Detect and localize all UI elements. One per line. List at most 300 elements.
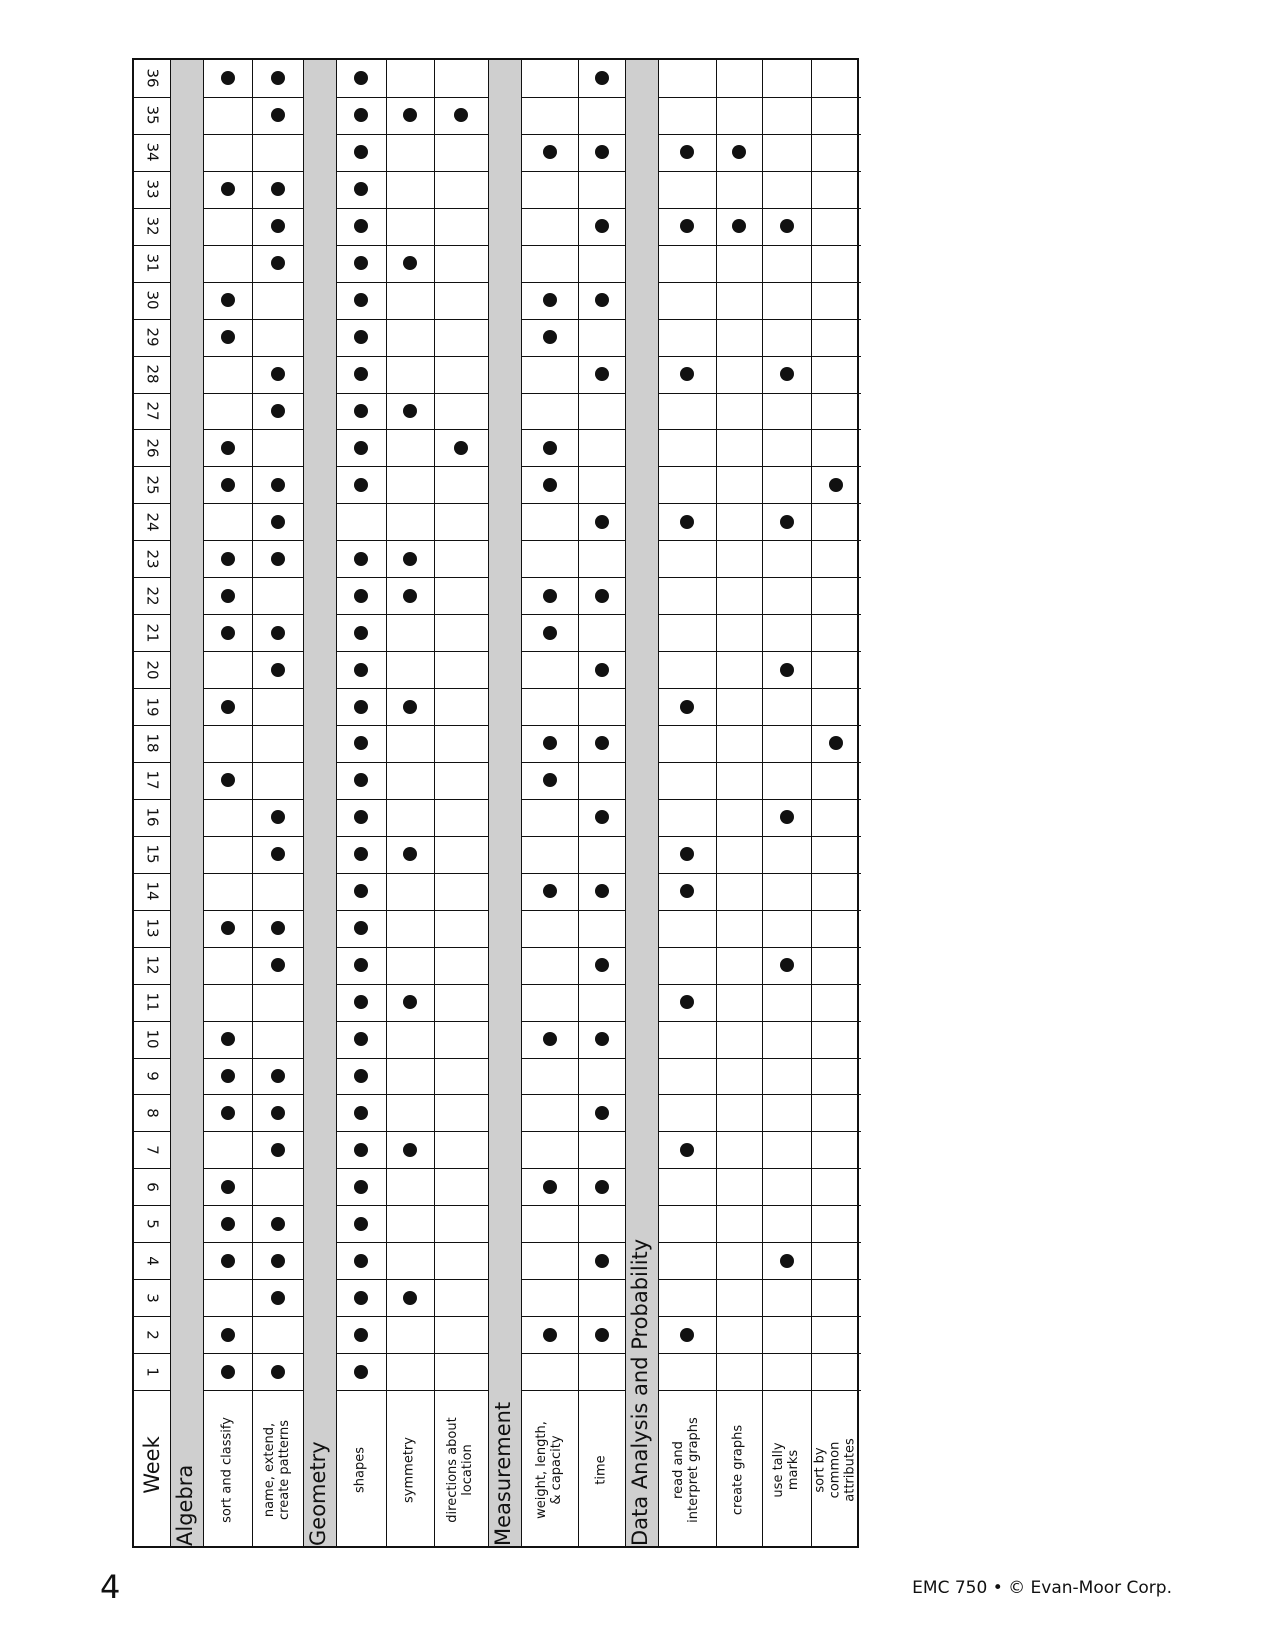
skill-label: read and interpret graphs [671, 1417, 701, 1523]
row-divider [716, 910, 763, 911]
row-divider [252, 614, 303, 615]
row-divider [658, 1131, 715, 1132]
row-divider [716, 1242, 763, 1243]
row-divider [336, 282, 386, 283]
row-divider [811, 651, 861, 652]
row-divider [578, 910, 625, 911]
week-dot [221, 1032, 235, 1046]
row-divider [762, 1279, 811, 1280]
week-dot [543, 441, 557, 455]
row-divider [716, 1205, 763, 1206]
row-divider [578, 1094, 625, 1095]
week-dot [780, 1254, 794, 1268]
row-divider [578, 1353, 625, 1354]
row-divider [252, 799, 303, 800]
row-divider [658, 873, 715, 874]
week-number: 3 [143, 1292, 162, 1303]
week-dot [354, 219, 368, 233]
week-dot [221, 478, 235, 492]
week-dot [221, 182, 235, 196]
row-divider [521, 540, 578, 541]
row-divider [134, 540, 170, 541]
week-dot [221, 921, 235, 935]
row-divider [203, 984, 252, 985]
row-divider [336, 836, 386, 837]
row-divider [386, 1390, 434, 1391]
row-divider [336, 799, 386, 800]
row-divider [134, 1205, 170, 1206]
week-number: 20 [143, 660, 162, 680]
row-divider [716, 614, 763, 615]
row-divider [811, 97, 861, 98]
week-dot [221, 1217, 235, 1231]
row-divider [434, 984, 488, 985]
row-divider [521, 245, 578, 246]
row-divider [578, 208, 625, 209]
week-dot [271, 810, 285, 824]
row-divider [203, 614, 252, 615]
week-dot [354, 478, 368, 492]
row-divider [203, 577, 252, 578]
week-number: 10 [143, 1029, 162, 1049]
row-divider [762, 836, 811, 837]
week-dot [271, 515, 285, 529]
week-dot [543, 330, 557, 344]
row-divider [578, 688, 625, 689]
week-dot [403, 108, 417, 122]
row-divider [762, 1353, 811, 1354]
row-divider [203, 1279, 252, 1280]
row-divider [811, 836, 861, 837]
row-divider [336, 1390, 386, 1391]
week-dot [680, 884, 694, 898]
row-divider [434, 466, 488, 467]
row-divider [762, 577, 811, 578]
row-divider [336, 97, 386, 98]
row-divider [134, 97, 170, 98]
week-dot [271, 958, 285, 972]
week-number: 8 [143, 1108, 162, 1118]
column-divider [203, 60, 204, 1546]
row-divider [811, 1205, 861, 1206]
row-divider [252, 540, 303, 541]
row-divider [762, 429, 811, 430]
week-dot [595, 367, 609, 381]
row-divider [386, 208, 434, 209]
row-divider [716, 429, 763, 430]
row-divider [811, 1279, 861, 1280]
row-divider [658, 393, 715, 394]
row-divider [386, 873, 434, 874]
row-divider [434, 208, 488, 209]
week-dot [271, 478, 285, 492]
week-dot [221, 1328, 235, 1342]
row-divider [336, 245, 386, 246]
row-divider [658, 245, 715, 246]
row-divider [134, 171, 170, 172]
week-dot [354, 626, 368, 640]
week-dot [221, 1254, 235, 1268]
row-divider [578, 762, 625, 763]
row-divider [811, 540, 861, 541]
week-dot [595, 219, 609, 233]
row-divider [434, 577, 488, 578]
row-divider [336, 1021, 386, 1022]
row-divider [578, 836, 625, 837]
week-number: 29 [143, 327, 162, 347]
row-divider [521, 466, 578, 467]
week-dot [221, 1180, 235, 1194]
row-divider [336, 1242, 386, 1243]
row-divider [203, 836, 252, 837]
skill-label: create graphs [730, 1424, 746, 1516]
row-divider [658, 688, 715, 689]
row-divider [521, 282, 578, 283]
row-divider [811, 688, 861, 689]
week-dot [354, 921, 368, 935]
week-dot [271, 71, 285, 85]
row-divider [386, 725, 434, 726]
row-divider [252, 1279, 303, 1280]
week-dot [221, 441, 235, 455]
week-dot [354, 958, 368, 972]
week-dot [680, 1328, 694, 1342]
row-divider [252, 356, 303, 357]
row-divider [762, 1168, 811, 1169]
row-divider [762, 540, 811, 541]
row-divider [762, 1021, 811, 1022]
week-dot [354, 589, 368, 603]
row-divider [134, 1094, 170, 1095]
week-dot [595, 1180, 609, 1194]
row-divider [578, 1168, 625, 1169]
column-divider [658, 60, 659, 1546]
row-divider [578, 651, 625, 652]
week-number: 32 [143, 216, 162, 236]
row-divider [134, 1316, 170, 1317]
week-dot [680, 1143, 694, 1157]
row-divider [521, 1316, 578, 1317]
week-number: 13 [143, 918, 162, 938]
row-divider [203, 282, 252, 283]
row-divider [134, 910, 170, 911]
footer-credit: EMC 750 • © Evan-Moor Corp. [912, 1578, 1172, 1598]
row-divider [762, 614, 811, 615]
row-divider [203, 97, 252, 98]
week-number: 4 [143, 1255, 162, 1266]
week-dot [271, 626, 285, 640]
section-label: Measurement [490, 1401, 515, 1546]
row-divider [386, 1168, 434, 1169]
row-divider [811, 1316, 861, 1317]
row-divider [578, 614, 625, 615]
row-divider [658, 134, 715, 135]
row-divider [336, 356, 386, 357]
row-divider [386, 651, 434, 652]
row-divider [336, 1316, 386, 1317]
row-divider [658, 1094, 715, 1095]
row-divider [578, 1205, 625, 1206]
week-number: 16 [143, 807, 162, 827]
row-divider [578, 393, 625, 394]
row-divider [336, 503, 386, 504]
row-divider [203, 466, 252, 467]
row-divider [578, 356, 625, 357]
week-dot [354, 810, 368, 824]
week-dot [354, 995, 368, 1009]
week-dot [543, 293, 557, 307]
row-divider [811, 319, 861, 320]
row-divider [716, 540, 763, 541]
row-divider [716, 356, 763, 357]
row-divider [386, 393, 434, 394]
week-number: 6 [143, 1182, 162, 1192]
row-divider [762, 873, 811, 874]
row-divider [811, 466, 861, 467]
skill-label: sort and classify [219, 1417, 235, 1523]
row-divider [203, 873, 252, 874]
week-dot [595, 958, 609, 972]
row-divider [434, 725, 488, 726]
week-dot [403, 552, 417, 566]
week-dot [354, 663, 368, 677]
row-divider [658, 1205, 715, 1206]
row-divider [203, 910, 252, 911]
week-number: 21 [143, 623, 162, 643]
row-divider [762, 171, 811, 172]
row-divider [336, 577, 386, 578]
row-divider [716, 1279, 763, 1280]
row-divider [762, 319, 811, 320]
row-divider [762, 762, 811, 763]
week-dot [354, 404, 368, 418]
row-divider [252, 1242, 303, 1243]
week-dot [680, 219, 694, 233]
week-dot [354, 256, 368, 270]
week-dot [543, 1180, 557, 1194]
week-dot [403, 700, 417, 714]
week-dot [595, 1254, 609, 1268]
week-dot [354, 1328, 368, 1342]
week-dot [403, 256, 417, 270]
row-divider [336, 947, 386, 948]
row-divider [386, 836, 434, 837]
row-divider [252, 1390, 303, 1391]
row-divider [203, 1316, 252, 1317]
week-dot [595, 810, 609, 824]
row-divider [716, 762, 763, 763]
row-divider [762, 651, 811, 652]
row-divider [134, 1021, 170, 1022]
row-divider [252, 319, 303, 320]
row-divider [658, 836, 715, 837]
row-divider [658, 1316, 715, 1317]
week-dot [780, 663, 794, 677]
row-divider [134, 873, 170, 874]
row-divider [434, 1205, 488, 1206]
row-divider [203, 725, 252, 726]
row-divider [134, 282, 170, 283]
week-number: 27 [143, 401, 162, 421]
row-divider [658, 725, 715, 726]
row-divider [434, 614, 488, 615]
skill-label: use tally marks [770, 1442, 801, 1498]
column-divider [252, 60, 253, 1546]
week-dot [543, 1328, 557, 1342]
row-divider [336, 319, 386, 320]
row-divider [434, 1316, 488, 1317]
row-divider [521, 1353, 578, 1354]
row-divider [658, 910, 715, 911]
page-number: 4 [100, 1568, 121, 1606]
week-dot [354, 1291, 368, 1305]
row-divider [658, 1279, 715, 1280]
row-divider [716, 319, 763, 320]
week-dot [403, 589, 417, 603]
week-dot [354, 552, 368, 566]
row-divider [811, 171, 861, 172]
row-divider [658, 614, 715, 615]
section-label: Algebra [173, 1464, 197, 1546]
row-divider [658, 97, 715, 98]
row-divider [434, 245, 488, 246]
week-dot [354, 1069, 368, 1083]
row-divider [578, 503, 625, 504]
row-divider [521, 1131, 578, 1132]
row-divider [811, 799, 861, 800]
week-number: 24 [143, 512, 162, 532]
week-dot [271, 1254, 285, 1268]
row-divider [336, 910, 386, 911]
row-divider [252, 282, 303, 283]
row-divider [134, 799, 170, 800]
week-number: 30 [143, 290, 162, 310]
row-divider [521, 393, 578, 394]
row-divider [521, 873, 578, 874]
row-divider [336, 688, 386, 689]
column-divider [336, 60, 337, 1546]
row-divider [762, 356, 811, 357]
week-dot [403, 995, 417, 1009]
row-divider [578, 1021, 625, 1022]
week-dot [780, 810, 794, 824]
row-divider [336, 429, 386, 430]
week-number: 34 [143, 142, 162, 162]
row-divider [578, 429, 625, 430]
row-divider [252, 1168, 303, 1169]
row-divider [134, 725, 170, 726]
row-divider [578, 1131, 625, 1132]
row-divider [336, 762, 386, 763]
row-divider [134, 1131, 170, 1132]
row-divider [336, 393, 386, 394]
row-divider [203, 171, 252, 172]
row-divider [658, 651, 715, 652]
week-dot [354, 293, 368, 307]
row-divider [252, 1021, 303, 1022]
row-divider [762, 984, 811, 985]
row-divider [811, 725, 861, 726]
row-divider [336, 208, 386, 209]
row-divider [203, 947, 252, 948]
row-divider [203, 429, 252, 430]
week-dot [354, 700, 368, 714]
column-divider [521, 60, 522, 1546]
row-divider [134, 1242, 170, 1243]
row-divider [134, 836, 170, 837]
row-divider [336, 1058, 386, 1059]
row-divider [134, 688, 170, 689]
row-divider [716, 1390, 763, 1391]
row-divider [134, 1279, 170, 1280]
week-dot [354, 1217, 368, 1231]
row-divider [252, 873, 303, 874]
week-dot [543, 478, 557, 492]
week-dot [354, 847, 368, 861]
row-divider [434, 1094, 488, 1095]
row-divider [521, 725, 578, 726]
row-divider [658, 1168, 715, 1169]
week-dot [403, 847, 417, 861]
week-dot [543, 589, 557, 603]
week-dot [543, 773, 557, 787]
row-divider [386, 245, 434, 246]
row-divider [252, 1131, 303, 1132]
week-dot [543, 884, 557, 898]
week-dot [354, 182, 368, 196]
row-divider [386, 356, 434, 357]
week-number: 14 [143, 881, 162, 901]
row-divider [811, 873, 861, 874]
row-divider [134, 356, 170, 357]
row-divider [521, 1021, 578, 1022]
row-divider [716, 947, 763, 948]
week-dot [271, 552, 285, 566]
row-divider [521, 910, 578, 911]
week-dot [221, 1365, 235, 1379]
week-dot [354, 736, 368, 750]
row-divider [336, 873, 386, 874]
week-dot [271, 1217, 285, 1231]
row-divider [203, 799, 252, 800]
week-dot [221, 552, 235, 566]
row-divider [716, 245, 763, 246]
row-divider [762, 282, 811, 283]
row-divider [252, 688, 303, 689]
row-divider [252, 393, 303, 394]
column-divider [170, 60, 171, 1546]
row-divider [134, 1058, 170, 1059]
row-divider [336, 540, 386, 541]
week-number: 11 [143, 992, 162, 1012]
row-divider [716, 651, 763, 652]
row-divider [521, 429, 578, 430]
row-divider [578, 984, 625, 985]
row-divider [658, 282, 715, 283]
row-divider [658, 429, 715, 430]
week-dot [680, 847, 694, 861]
row-divider [434, 393, 488, 394]
row-divider [521, 984, 578, 985]
week-dot [221, 700, 235, 714]
row-divider [386, 1058, 434, 1059]
row-divider [658, 356, 715, 357]
row-divider [521, 577, 578, 578]
row-divider [716, 725, 763, 726]
row-divider [811, 208, 861, 209]
row-divider [578, 1316, 625, 1317]
week-dot [454, 108, 468, 122]
